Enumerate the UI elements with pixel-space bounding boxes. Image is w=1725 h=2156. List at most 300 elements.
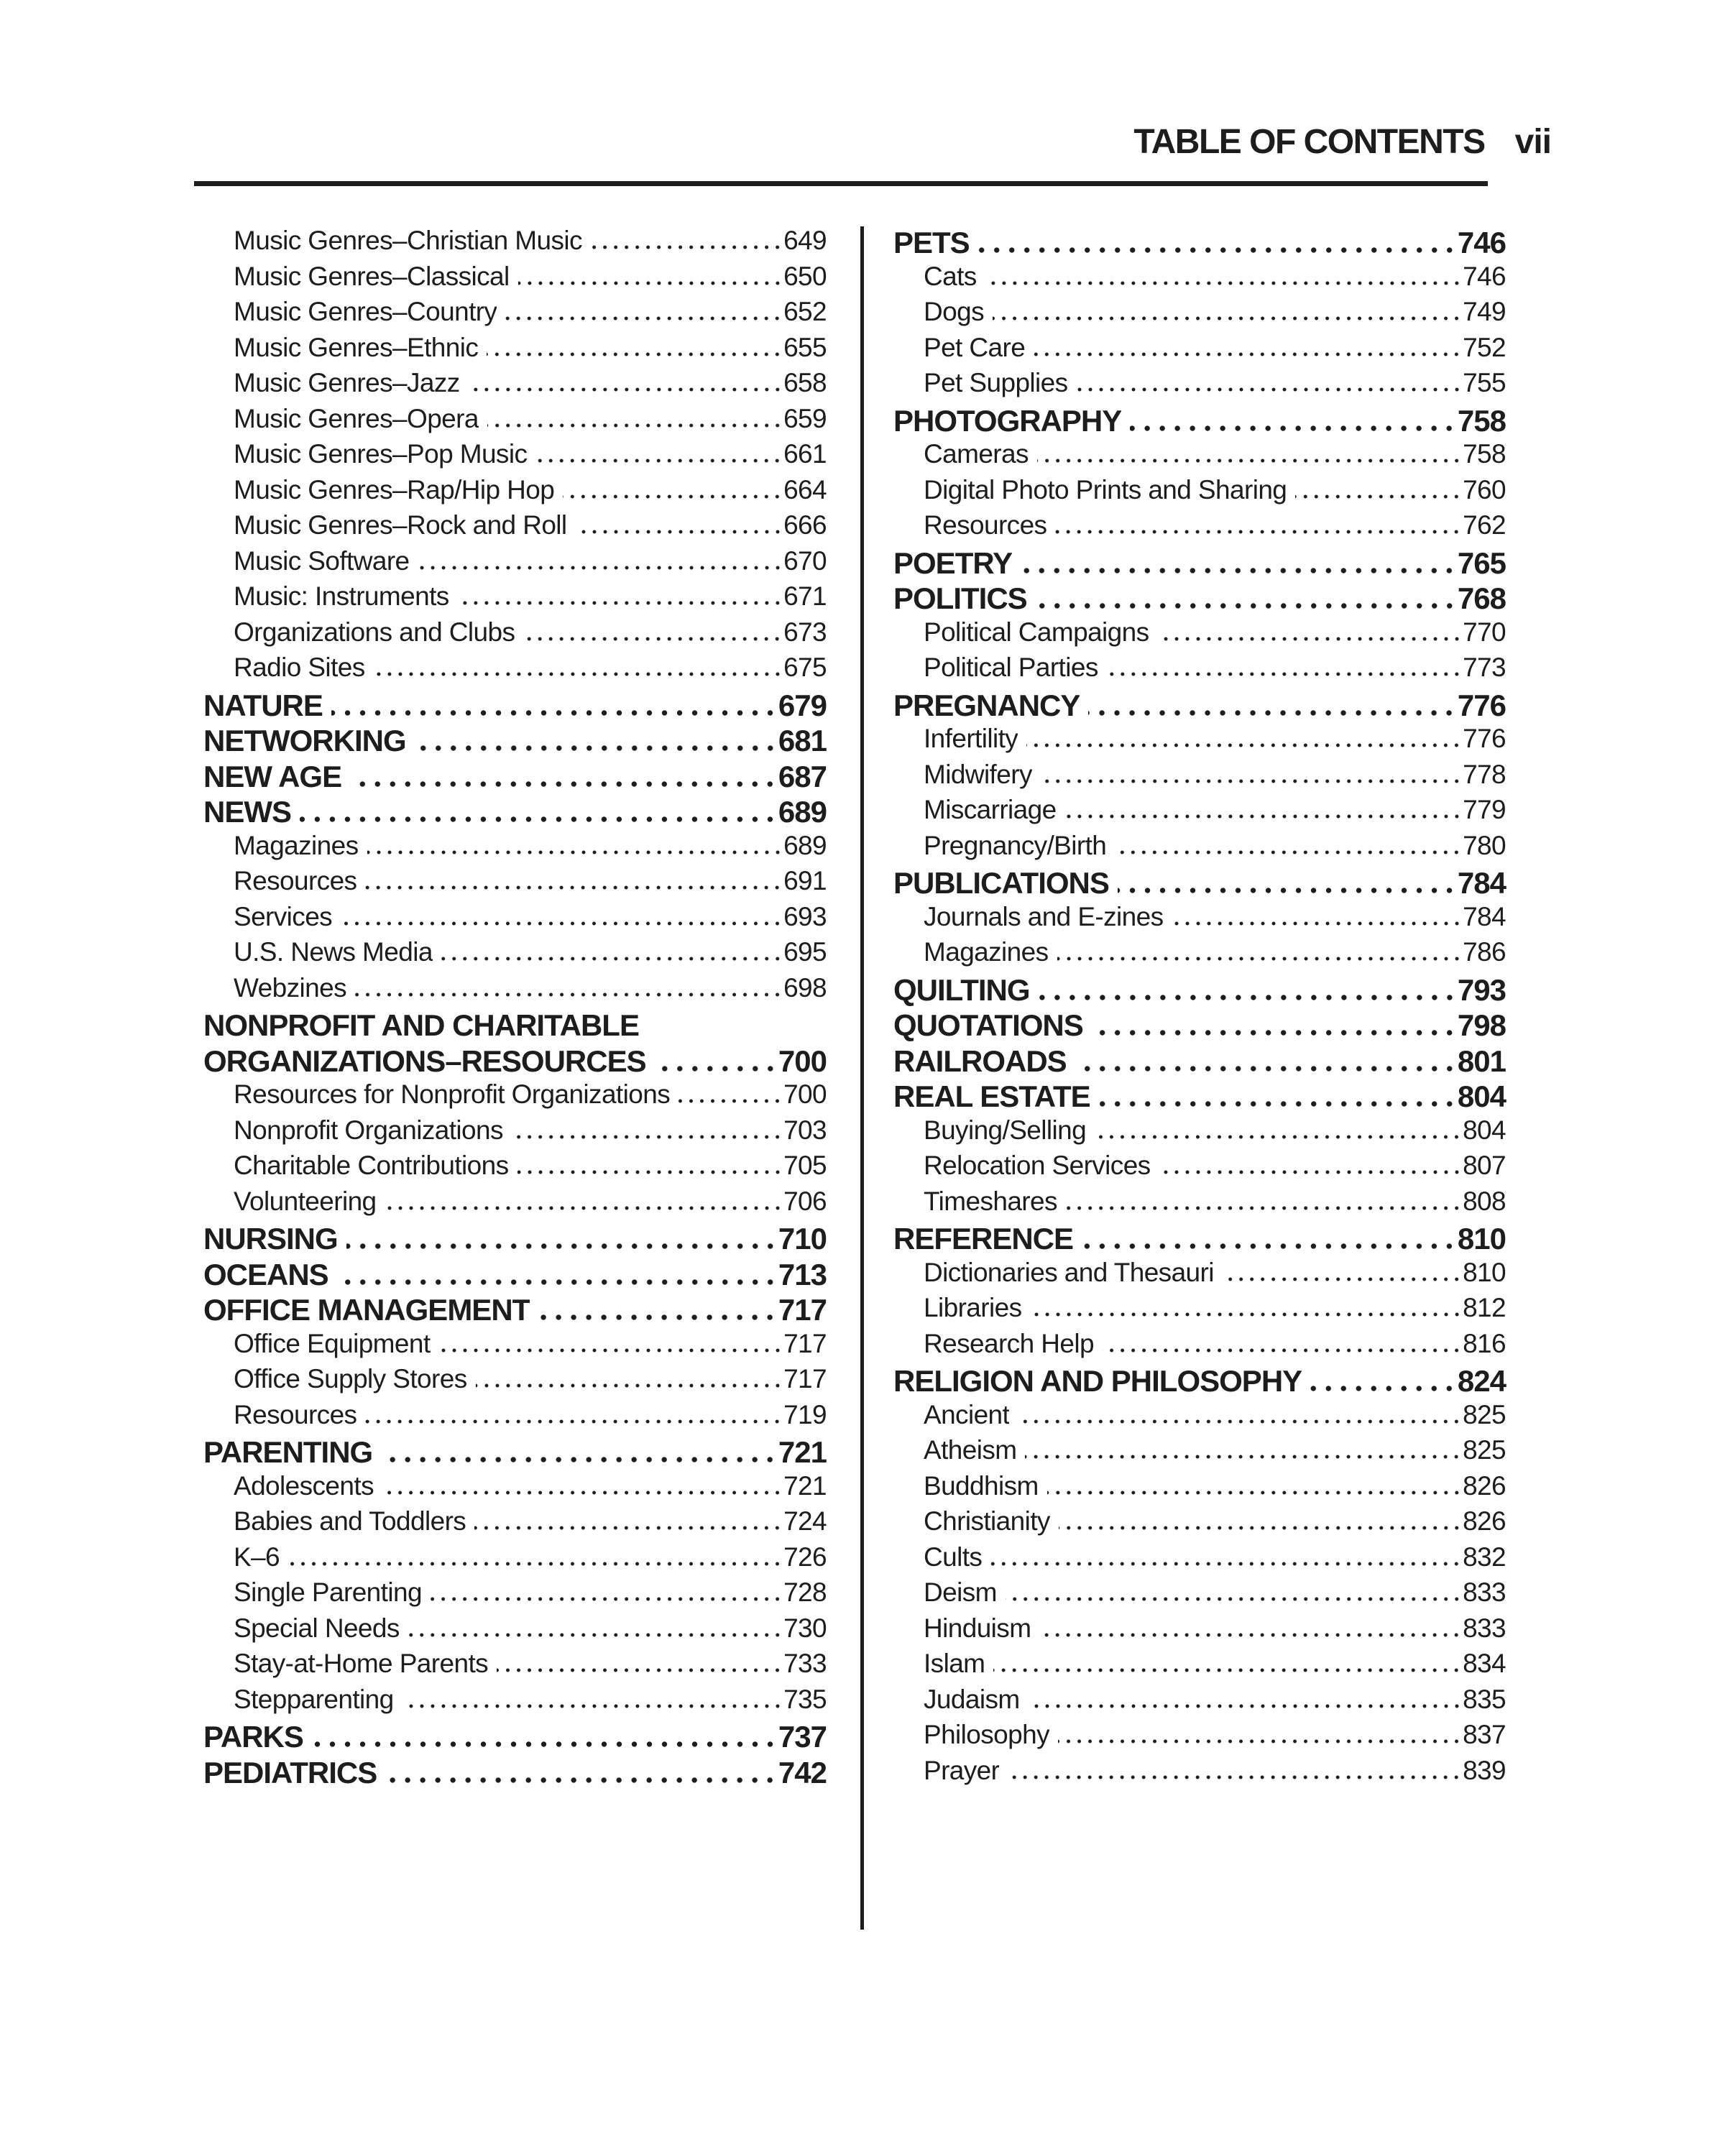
toc-entry-page: 801 [1457, 1044, 1506, 1078]
toc-entry [203, 1756, 827, 1792]
toc-entry-page: 706 [783, 1186, 827, 1216]
dot-leader [487, 352, 783, 356]
dot-leader [1172, 921, 1463, 926]
toc-entry-label: Music: Instruments [234, 581, 449, 611]
toc-entry [893, 1293, 1506, 1329]
toc-entry-label: Pregnancy/Birth [924, 830, 1107, 860]
toc-entry-label: Cats [924, 261, 977, 291]
toc-entry [203, 617, 827, 653]
toc-entry [203, 795, 827, 831]
toc-entry [203, 404, 827, 440]
toc-entry-page: 710 [778, 1222, 827, 1256]
dot-leader [487, 423, 783, 428]
page-title: TABLE OF CONTENTS [1133, 123, 1485, 161]
dot-leader [985, 281, 1462, 285]
toc-entry-label: Charitable Contributions [234, 1151, 509, 1180]
dot-leader [535, 459, 783, 463]
dot-leader [978, 247, 1457, 253]
dot-leader [1310, 1386, 1457, 1391]
dot-leader [385, 1777, 778, 1783]
toc-entry-label: OCEANS [203, 1257, 328, 1291]
toc-entry-page: 658 [783, 368, 827, 397]
dot-leader [415, 745, 778, 751]
toc-entry-label: POLITICS [893, 581, 1027, 615]
dot-leader [381, 1457, 778, 1462]
toc-entry [893, 795, 1506, 831]
toc-entry-page: 804 [1463, 1115, 1506, 1145]
toc-entry-page: 671 [783, 581, 827, 611]
toc-entry-label: Journals and E-zines [924, 901, 1164, 931]
toc-entry-page: 717 [783, 1328, 827, 1358]
toc-entry [203, 297, 827, 333]
toc-entry-page: 826 [1463, 1506, 1506, 1536]
toc-entry [893, 333, 1506, 369]
toc-entry-label: Deism [924, 1577, 997, 1607]
toc-entry-label: U.S. News Media [234, 937, 433, 967]
toc-entry-page: 798 [1457, 1008, 1506, 1042]
toc-entry [893, 1151, 1506, 1187]
toc-entry-page: 721 [783, 1470, 827, 1501]
toc-entry [893, 226, 1506, 262]
dot-leader [523, 637, 783, 641]
dot-leader [563, 494, 783, 499]
toc-entry [893, 617, 1506, 653]
toc-entry-label: ORGANIZATIONS–RESOURCES [203, 1044, 646, 1078]
toc-entry-page: 700 [783, 1079, 827, 1109]
toc-entry [893, 404, 1506, 440]
toc-entry [893, 1577, 1506, 1613]
toc-entry-label: PETS [893, 226, 970, 259]
toc-entry [893, 1649, 1506, 1685]
dot-leader [512, 1135, 783, 1139]
toc-entry-label: Music Genres–Country [234, 297, 497, 326]
toc-entry-label: Pet Care [924, 332, 1026, 362]
toc-entry [203, 368, 827, 404]
dot-leader [990, 1562, 1462, 1566]
toc-entry-label: Adolescents [234, 1470, 374, 1501]
dot-leader [337, 1279, 778, 1285]
toc-entry [893, 902, 1506, 938]
toc-entry-label: NEW AGE [203, 759, 342, 793]
toc-entry [893, 546, 1506, 582]
dot-leader [367, 850, 783, 854]
toc-entry [203, 1577, 827, 1613]
toc-entry-label: QUOTATIONS [893, 1008, 1083, 1042]
toc-entry-label: REFERENCE [893, 1222, 1074, 1256]
dot-leader [1039, 995, 1457, 1000]
toc-entry-label: NONPROFIT AND CHARITABLE [203, 1008, 639, 1042]
toc-entry-page: 655 [783, 332, 827, 362]
dot-leader [1057, 957, 1463, 961]
toc-entry-label: Political Campaigns [924, 617, 1149, 647]
dot-leader [441, 957, 783, 961]
dot-leader [505, 316, 783, 321]
toc-entry-page: 780 [1463, 830, 1506, 860]
toc-entry-label: Dogs [924, 297, 984, 326]
toc-entry-page: 749 [1463, 297, 1506, 326]
dot-leader [993, 1668, 1462, 1672]
toc-entry [203, 902, 827, 938]
dot-leader [1118, 888, 1457, 893]
toc-entry-page: 681 [778, 724, 827, 757]
toc-entry-label: Philosophy [924, 1720, 1050, 1749]
dot-leader [1034, 352, 1462, 356]
toc-entry [893, 439, 1506, 475]
toc-entry-page: 713 [778, 1257, 827, 1291]
toc-entry-label: Infertility [924, 724, 1018, 753]
toc-entry [893, 724, 1506, 760]
toc-entry-label: POETRY [893, 545, 1013, 580]
toc-entry [203, 1649, 827, 1685]
toc-entry [203, 1400, 827, 1436]
header-rule [194, 181, 1488, 186]
toc-entry-page: 719 [783, 1399, 827, 1429]
dot-leader [1031, 1312, 1463, 1317]
toc-entry-page: 776 [1463, 724, 1506, 753]
toc-entry-page: 824 [1457, 1364, 1506, 1398]
toc-entry-page: 666 [783, 510, 827, 540]
dot-leader [1103, 1348, 1462, 1353]
toc-entry-page: 652 [783, 297, 827, 326]
toc-entry-page: 659 [783, 403, 827, 433]
toc-entry [203, 653, 827, 688]
toc-entry-page: 778 [1463, 759, 1506, 789]
dot-leader [1077, 387, 1463, 392]
dot-leader [1008, 1775, 1462, 1779]
toc-entry-page: 786 [1463, 937, 1506, 967]
toc-entry-label: PUBLICATIONS [893, 866, 1109, 900]
dot-leader [576, 530, 783, 534]
toc-entry-label: Resources [924, 510, 1047, 540]
toc-entry-page: 698 [783, 972, 827, 1003]
toc-entry-label: QUILTING [893, 972, 1030, 1007]
toc-entry-label: Radio Sites [234, 653, 365, 682]
dot-leader [365, 1419, 783, 1424]
toc-entry-page: 776 [1457, 688, 1506, 722]
dot-leader [1065, 814, 1462, 819]
dot-leader [1006, 1597, 1462, 1601]
dot-leader [431, 1597, 783, 1601]
toc-entry-label: Music Genres–Ethnic [234, 332, 479, 362]
toc-entry-page: 670 [783, 545, 827, 576]
toc-entry-page: 779 [1463, 795, 1506, 824]
dot-leader [402, 1704, 783, 1708]
toc-entry [203, 1293, 827, 1329]
dot-leader [1055, 530, 1462, 534]
toc-entry-label: Pet Supplies [924, 368, 1068, 397]
toc-entry [203, 581, 827, 617]
dot-leader [1158, 637, 1463, 641]
toc-entry [203, 1506, 827, 1542]
toc-entry [203, 1435, 827, 1471]
toc-entry-label: Stepparenting [234, 1684, 394, 1714]
dot-leader [439, 1348, 783, 1353]
toc-entry-page: 832 [1463, 1542, 1506, 1572]
toc-entry [203, 831, 827, 867]
dot-leader [408, 1633, 783, 1637]
toc-entry-label: Babies and Toddlers [234, 1506, 466, 1536]
toc-entry [893, 1685, 1506, 1720]
dot-leader [497, 1668, 783, 1672]
toc-entry-label: Office Equipment [234, 1328, 431, 1358]
toc-entry-page: 793 [1457, 972, 1506, 1007]
toc-entry-label: Cameras [924, 439, 1029, 469]
dot-leader [365, 885, 783, 890]
dot-leader [1095, 1135, 1462, 1139]
toc-entry [893, 510, 1506, 546]
toc-entry-label: Dictionaries and Thesauri [924, 1257, 1214, 1287]
toc-entry-label: Stay-at-Home Parents [234, 1649, 489, 1678]
toc-entry-page: 689 [783, 830, 827, 860]
toc-entry-page: 760 [1463, 474, 1506, 505]
dot-leader [1058, 1739, 1462, 1743]
toc-entry [203, 724, 827, 760]
toc-entry-page: 691 [783, 866, 827, 895]
toc-entry [893, 1329, 1506, 1365]
toc-entry-label: Judaism [924, 1684, 1020, 1714]
dot-leader [350, 781, 778, 787]
toc-entry-page: 825 [1463, 1399, 1506, 1429]
toc-entry-label: Resources [234, 866, 357, 895]
toc-entry-page: 839 [1463, 1755, 1506, 1785]
toc-entry-page: 742 [778, 1755, 827, 1789]
toc-entry [893, 653, 1506, 688]
toc-entry-page: 735 [783, 1684, 827, 1714]
dot-leader [382, 1491, 783, 1495]
toc-entry-page: 810 [1463, 1257, 1506, 1287]
toc-column-left [203, 226, 827, 1791]
toc-entry-label: NETWORKING [203, 724, 406, 757]
toc-entry-label: Music Genres–Classical [234, 261, 510, 291]
toc-entry-label: Magazines [924, 937, 1049, 967]
toc-entry-page: 700 [778, 1044, 827, 1078]
dot-leader [1082, 1243, 1457, 1249]
toc-entry-page: 650 [783, 261, 827, 291]
toc-entry-page: 826 [1463, 1470, 1506, 1501]
toc-entry-page: 758 [1463, 439, 1506, 469]
toc-entry [203, 1364, 827, 1400]
toc-entry [203, 1115, 827, 1151]
toc-entry [893, 688, 1506, 724]
toc-entry-page: 816 [1463, 1328, 1506, 1358]
toc-entry-label: Cults [924, 1542, 983, 1572]
dot-leader [1025, 1455, 1462, 1459]
toc-entry-page: 746 [1463, 261, 1506, 291]
dot-leader [518, 1170, 783, 1174]
toc-entry-label: PARKS [203, 1720, 303, 1754]
toc-entry-page: 752 [1463, 332, 1506, 362]
dot-leader [355, 992, 783, 997]
toc-entry-label: Atheism [924, 1435, 1017, 1465]
toc-entry [203, 262, 827, 298]
toc-entry-page: 804 [1457, 1079, 1506, 1113]
dot-leader [312, 1741, 778, 1747]
toc-entry [893, 297, 1506, 333]
toc-entry-page: 717 [783, 1364, 827, 1393]
dot-leader [1159, 1170, 1462, 1174]
toc-entry-page: 721 [778, 1435, 827, 1469]
toc-entry [203, 760, 827, 796]
toc-entry-label: Services [234, 901, 333, 931]
column-divider [860, 226, 864, 1930]
toc-entry [893, 262, 1506, 298]
toc-entry [203, 1079, 827, 1115]
toc-entry-page: 825 [1463, 1435, 1506, 1465]
toc-entry-page: 673 [783, 617, 827, 647]
toc-entry-label: Ancient [924, 1399, 1010, 1429]
toc-entry-label: NATURE [203, 688, 323, 722]
dot-leader [1115, 850, 1462, 854]
dot-leader [518, 281, 783, 285]
toc-entry-page: 746 [1457, 226, 1506, 259]
dot-leader [1026, 743, 1462, 747]
dot-leader [300, 816, 778, 822]
dot-leader [1107, 672, 1462, 676]
toc-entry [203, 226, 827, 262]
toc-entry-page: 737 [778, 1720, 827, 1754]
toc-entry-label: Miscarriage [924, 795, 1057, 824]
toc-entry-page: 833 [1463, 1613, 1506, 1643]
toc-entry-label: NEWS [203, 795, 291, 829]
dot-leader [476, 1383, 783, 1388]
toc-entry-label: Prayer [924, 1755, 1000, 1785]
toc-entry [893, 1187, 1506, 1222]
toc-entry-page: 762 [1463, 510, 1506, 540]
dot-leader [1088, 710, 1457, 716]
toc-entry-page: 703 [783, 1115, 827, 1145]
toc-entry-label: Research Help [924, 1328, 1094, 1358]
toc-entry-label: PREGNANCY [893, 688, 1080, 722]
dot-leader [1099, 1101, 1457, 1107]
dot-leader [288, 1562, 783, 1566]
dot-leader [591, 245, 783, 249]
toc-entry-label: Music Genres–Jazz [234, 368, 460, 397]
dot-leader [1130, 425, 1457, 431]
toc-entry [203, 1044, 827, 1080]
toc-entry-label: Resources [234, 1399, 357, 1429]
toc-entry-label: Buying/Selling [924, 1115, 1087, 1145]
toc-entry-page: 835 [1463, 1684, 1506, 1714]
toc-entry-label: Organizations and Clubs [234, 617, 515, 647]
toc-entry [893, 1115, 1506, 1151]
page-number-roman: vii [1514, 123, 1551, 161]
page-header [0, 122, 1551, 162]
toc-entry-label: Music Software [234, 545, 410, 576]
toc-entry [203, 439, 827, 475]
toc-entry-page: 837 [1463, 1720, 1506, 1749]
toc-entry [893, 1400, 1506, 1436]
toc-entry [893, 973, 1506, 1009]
dot-leader [418, 566, 783, 570]
toc-entry [893, 1435, 1506, 1471]
toc-entry-page: 679 [778, 688, 827, 722]
toc-entry-label: Magazines [234, 830, 359, 860]
toc-entry-label: Webzines [234, 972, 346, 1003]
toc-entry [893, 1008, 1506, 1044]
toc-entry [893, 760, 1506, 796]
dot-leader [1059, 1526, 1462, 1530]
dot-leader [1037, 459, 1462, 463]
dot-leader [1075, 1066, 1457, 1072]
toc-entry-page: 755 [1463, 368, 1506, 397]
toc-column-right [893, 226, 1506, 1791]
toc-entry [203, 333, 827, 369]
toc-entry-page: 661 [783, 439, 827, 469]
toc-entry-page: 784 [1463, 901, 1506, 931]
toc-entry-label: Music Genres–Christian Music [234, 226, 582, 255]
toc-entry [203, 546, 827, 582]
toc-entry-page: 784 [1457, 866, 1506, 900]
toc-entry-label: Single Parenting [234, 1577, 422, 1607]
toc-entry-page: 705 [783, 1151, 827, 1180]
toc-entry [203, 866, 827, 902]
toc-entry-label: RELIGION AND PHILOSOPHY [893, 1364, 1302, 1398]
toc-entry-page: 693 [783, 901, 827, 931]
toc-entry [893, 1079, 1506, 1115]
toc-entry-page: 717 [778, 1293, 827, 1327]
toc-entry-label: OFFICE MANAGEMENT [203, 1293, 530, 1327]
toc-entry [893, 937, 1506, 973]
toc-entry-label: Office Supply Stores [234, 1364, 467, 1393]
toc-entry [893, 831, 1506, 867]
dot-leader [538, 1314, 778, 1320]
dot-leader [374, 672, 783, 676]
dot-leader [474, 1526, 783, 1530]
toc-entry-label: RAILROADS [893, 1044, 1067, 1078]
dot-leader [331, 710, 778, 716]
dot-leader [1018, 1419, 1462, 1424]
toc-entry-label: Music Genres–Rap/Hip Hop [234, 474, 555, 505]
toc-entry-label: Buddhism [924, 1470, 1039, 1501]
dot-leader [993, 316, 1462, 321]
toc-entry-label: REAL ESTATE [893, 1079, 1090, 1113]
toc-entry [893, 1613, 1506, 1649]
toc-entry [203, 937, 827, 973]
dot-leader [655, 1066, 778, 1072]
toc-entry [893, 1471, 1506, 1507]
toc-entry-label: Christianity [924, 1506, 1050, 1536]
toc-entry-label: Hinduism [924, 1613, 1031, 1643]
toc-entry-page: 728 [783, 1577, 827, 1607]
toc-entry-page: 687 [778, 759, 827, 793]
toc-entry [893, 1364, 1506, 1400]
toc-entry-label: Resources for Nonprofit Organizations [234, 1079, 671, 1109]
toc-entry-page: 675 [783, 653, 827, 682]
toc-entry [203, 1471, 827, 1507]
toc-entry-label: Music Genres–Pop Music [234, 439, 528, 469]
toc-entry [893, 475, 1506, 511]
toc-entry-page: 833 [1463, 1577, 1506, 1607]
toc-entry-label: NURSING [203, 1222, 338, 1256]
toc-entry [203, 1187, 827, 1222]
dot-leader [1021, 568, 1457, 573]
toc-entry-page: 649 [783, 226, 827, 255]
dot-leader [346, 1243, 778, 1249]
toc-entry-label: PARENTING [203, 1435, 373, 1469]
toc-entry-label: Midwifery [924, 759, 1032, 789]
dot-leader [1041, 779, 1462, 783]
toc-entry-label: Libraries [924, 1293, 1022, 1322]
dot-leader [458, 601, 783, 605]
toc-entry-page: 807 [1463, 1151, 1506, 1180]
dot-leader [1029, 1704, 1462, 1708]
toc-entry [893, 1506, 1506, 1542]
toc-entry-label: PEDIATRICS [203, 1755, 377, 1789]
toc-entry-label: K–6 [234, 1542, 280, 1572]
toc-entry [203, 510, 827, 546]
toc-entry [203, 973, 827, 1009]
toc-entry-page: 726 [783, 1542, 827, 1572]
